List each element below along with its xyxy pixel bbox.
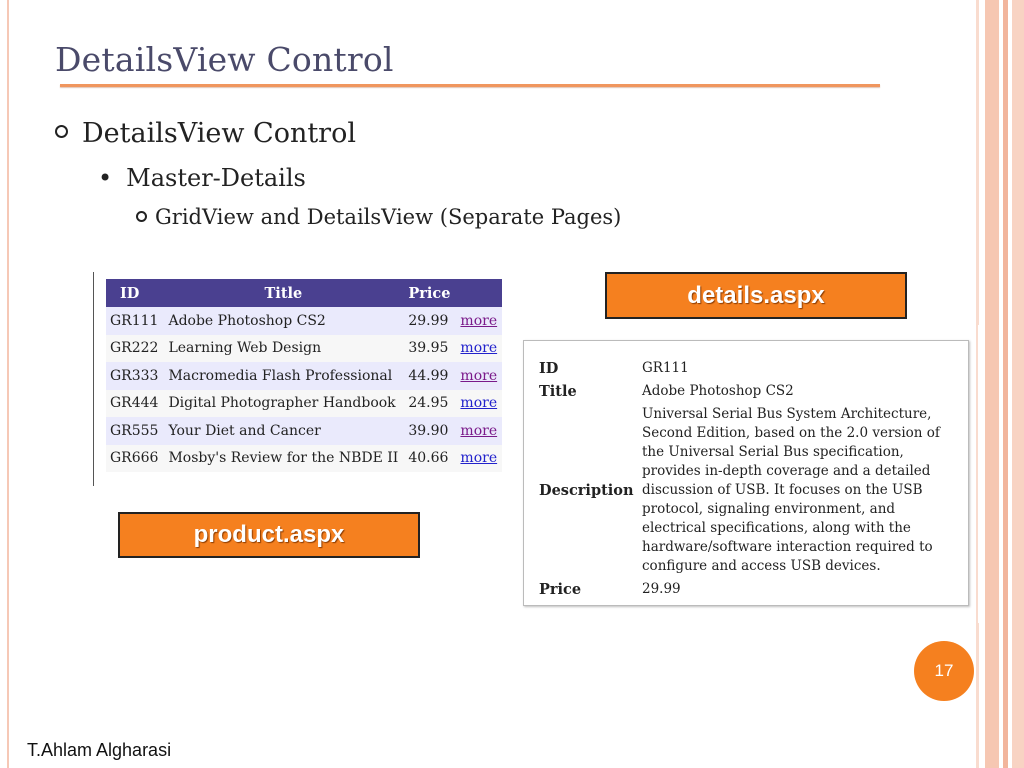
ring-bullet-icon xyxy=(55,125,68,138)
column-header-title: Title xyxy=(163,279,403,307)
gridview-screenshot xyxy=(93,272,498,486)
cell-title: Macromedia Flash Professional xyxy=(163,362,403,390)
cell-price: 44.99 xyxy=(403,362,455,390)
field-label: ID xyxy=(539,360,559,377)
cell-price: 39.95 xyxy=(403,335,455,363)
field-label: Description xyxy=(539,482,634,499)
right-decorative-stripes xyxy=(976,0,1024,768)
cell-link xyxy=(455,390,502,418)
field-value: GR111 xyxy=(642,360,689,376)
cell-title: Mosby's Review for the NBDE II xyxy=(163,445,403,473)
field-value: Universal Serial Bus System Architecture, Second Edition, based on the 2.0 version of the Universal Serial Bus specification, provides in-depth coverage and a detailed discussion of USB. It focuses on the USB protocol, signaling environment, and electrical specifications, along with the hardware/software interaction required to configure and access USB devices. xyxy=(642,406,940,574)
cell-title: Adobe Photoshop CS2 xyxy=(163,307,403,335)
column-header-link xyxy=(455,279,502,307)
cell-id: GR333 xyxy=(106,362,163,390)
slide-title: DetailsView Control xyxy=(55,40,394,79)
title-underline xyxy=(60,84,880,87)
stripe xyxy=(985,0,999,768)
bullet-text: GridView and DetailsView (Separate Pages) xyxy=(155,205,622,229)
stripe xyxy=(1012,0,1024,768)
more-link[interactable]: more xyxy=(460,450,498,467)
field-label: Title xyxy=(539,383,577,400)
column-header-price: Price xyxy=(403,279,455,307)
cell-id: GR555 xyxy=(106,417,163,445)
bullet-level-2 xyxy=(98,164,306,192)
left-border-line xyxy=(7,0,9,768)
product-page-label: product.aspx xyxy=(118,512,420,558)
details-row-title xyxy=(539,380,942,403)
dot-bullet-icon: • xyxy=(98,164,113,192)
field-label: Price xyxy=(539,581,582,598)
gridview-table xyxy=(106,279,502,472)
bullet-text: DetailsView Control xyxy=(82,118,356,149)
table-row xyxy=(106,335,502,363)
table-header-row xyxy=(106,279,502,307)
cell-price: 39.90 xyxy=(403,417,455,445)
cell-title: Your Diet and Cancer xyxy=(163,417,403,445)
details-page-label: details.aspx xyxy=(605,272,907,319)
bullet-level-1 xyxy=(55,118,356,149)
cell-link xyxy=(455,307,502,335)
cell-link xyxy=(455,445,502,473)
detailsview-table xyxy=(539,357,942,601)
table-row xyxy=(106,417,502,445)
cell-price: 40.66 xyxy=(403,445,455,473)
table-row xyxy=(106,445,502,473)
bullet-level-3 xyxy=(136,205,621,229)
slide-number-badge: 17 xyxy=(914,641,974,701)
cell-id: GR444 xyxy=(106,390,163,418)
author-footer: T.Ahlam Algharasi xyxy=(27,740,172,760)
more-link[interactable]: more xyxy=(460,340,498,357)
more-link[interactable]: more xyxy=(460,422,498,439)
ring-bullet-icon xyxy=(136,211,147,222)
cell-link xyxy=(455,335,502,363)
detailsview-screenshot xyxy=(523,340,969,606)
field-value: 29.99 xyxy=(642,581,681,597)
cell-id: GR222 xyxy=(106,335,163,363)
details-row-id xyxy=(539,357,942,380)
table-row xyxy=(106,390,502,418)
details-row-description xyxy=(539,403,942,578)
cell-id: GR666 xyxy=(106,445,163,473)
column-header-id: ID xyxy=(106,279,163,307)
details-screenshot-edge xyxy=(978,325,982,623)
cell-price: 29.99 xyxy=(403,307,455,335)
more-link[interactable]: more xyxy=(460,312,498,329)
table-row xyxy=(106,362,502,390)
stripe xyxy=(1003,0,1008,768)
cell-id: GR111 xyxy=(106,307,163,335)
cell-title: Learning Web Design xyxy=(163,335,403,363)
details-row-price xyxy=(539,578,942,601)
field-value: Adobe Photoshop CS2 xyxy=(642,383,794,399)
cell-title: Digital Photographer Handbook xyxy=(163,390,403,418)
cell-link xyxy=(455,417,502,445)
table-row xyxy=(106,307,502,335)
more-link[interactable]: more xyxy=(460,367,498,384)
more-link[interactable]: more xyxy=(460,395,498,412)
cell-price: 24.95 xyxy=(403,390,455,418)
bullet-text: Master-Details xyxy=(126,164,306,192)
cell-link xyxy=(455,362,502,390)
